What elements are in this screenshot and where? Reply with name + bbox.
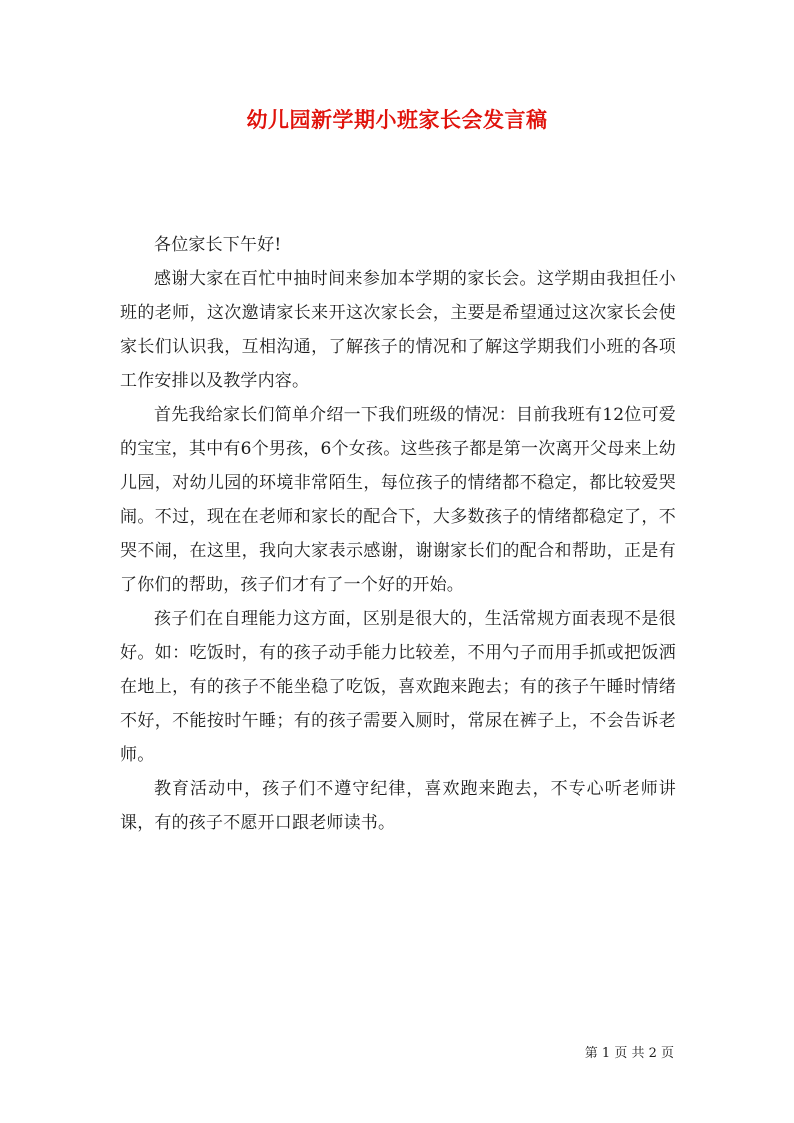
- document-title: 幼儿园新学期小班家长会发言稿: [246, 107, 548, 132]
- paragraph-intro: 感谢大家在百忙中抽时间来参加本学期的家长会。这学期由我担任小班的老师，这次邀请家长来开这次家长会，主要是希望通过这次家长会使家长们认识我，互相沟通，了解孩子的情况和了解这学期我们小班的各项工作安排以及教学内容。: [120, 269, 676, 391]
- paragraph-self-care: 孩子们在自理能力这方面，区别是很大的，生活常规方面表现不是很好。如：吃饭时，有的孩子动手能力比较差，不用勺子而用手抓或把饭洒在地上，有的孩子不能坐稳了吃饭，喜欢跑来跑去；有的孩子午睡时情绪不好，不能按时午睡；有的孩子需要入厕时，常尿在裤子上，不会告诉老师。: [120, 609, 676, 765]
- paragraph-class-situation: 首先我给家长们简单介绍一下我们班级的情况：目前我班有12位可爱的宝宝，其中有6个男孩，6个女孩。这些孩子都是第一次离开父母来上幼儿园，对幼儿园的环境非常陌生，每位孩子的情绪都不稳定，都比较爱哭闹。不过，现在在老师和家长的配合下，大多数孩子的情绪都稳定了，不哭不闹，在这里，我向大家表示感谢，谢谢家长们的配合和帮助，正是有了你们的帮助，孩子们才有了一个好的开始。: [120, 405, 676, 595]
- page-number: 第 1 页 共 2 页: [584, 1046, 674, 1061]
- document-body: [120, 228, 676, 840]
- paragraph-education-activities: 教育活动中，孩子们不遵守纪律，喜欢跑来跑去，不专心听老师讲课，有的孩子不愿开口跟老师读书。: [120, 779, 676, 833]
- paragraph-greeting: 各位家长下午好!: [154, 235, 282, 255]
